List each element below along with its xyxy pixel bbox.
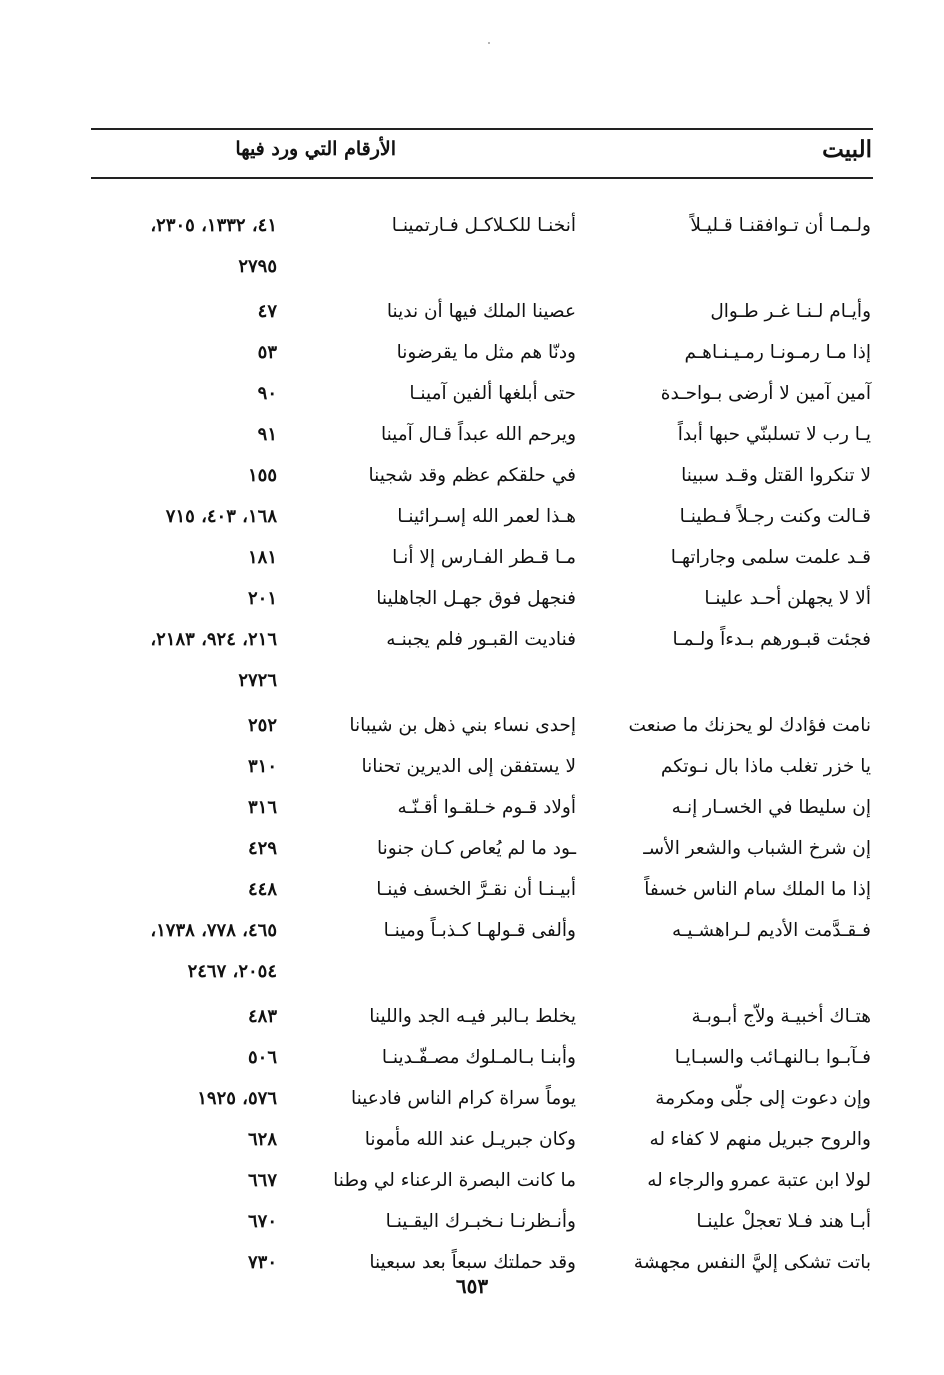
verse-second-hemistich: حتى أبلغها ألفين آمينـا xyxy=(409,383,576,404)
verse-first-hemistich: إن شرخ الشباب والشعر الأسـ xyxy=(643,838,871,859)
page-number: ٦٥٣ xyxy=(455,1274,489,1298)
reference-numbers: ٦٢٨ xyxy=(247,1129,277,1150)
reference-numbers: ٢٥٢ xyxy=(247,715,277,736)
verse-first-hemistich: إن سليطا في الخسـار إنـه xyxy=(671,797,871,818)
table-row xyxy=(0,499,944,540)
verse-first-hemistich: نامت فؤادك لو يحزنك ما صنعت xyxy=(628,715,871,736)
table-row xyxy=(0,790,944,831)
verse-first-hemistich: قـد علمت سلمى وجاراتهـا xyxy=(670,547,871,568)
reference-numbers: ٥٧٦، ١٩٢٥ xyxy=(197,1088,277,1109)
reference-numbers: ٤٤٨ xyxy=(247,879,277,900)
reference-numbers: ٤١، ١٣٣٢، ٢٣٠٥، xyxy=(150,215,277,236)
table-row xyxy=(0,208,944,249)
verse-first-hemistich: آمين آمين لا أرضى بـواحـدة xyxy=(660,383,871,404)
scan-mark xyxy=(488,42,490,44)
verse-second-hemistich: هـذا لعمر الله إسـرائينـا xyxy=(397,506,576,527)
verse-second-hemistich: ودنّا هم مثل ما يقرضونا xyxy=(396,342,576,363)
verse-first-hemistich: لا تنكروا القتل وقـد سبينا xyxy=(681,465,871,486)
verse-first-hemistich: هتـاك أخبيـة ولاّج أبـوبـة xyxy=(691,1006,871,1027)
header-bottom-rule xyxy=(91,177,873,179)
table-row xyxy=(0,1122,944,1163)
reference-numbers: ٥٣ xyxy=(257,342,277,363)
reference-numbers: ٧٣٠ xyxy=(247,1252,277,1273)
verse-first-hemistich: إذا مـا رمـونـا رمـيـنـاهـم xyxy=(684,342,871,363)
verse-first-hemistich: ألا لا يجهلن أحـد علينـا xyxy=(704,588,871,609)
verse-second-hemistich: عصينا الملك فيها أن ندينا xyxy=(386,301,576,322)
verse-first-hemistich: أبـا هند فـلا تعجلْ علينـا xyxy=(696,1211,871,1232)
verse-first-hemistich: والروح جبريل منهم لا كفاء له xyxy=(649,1129,871,1150)
reference-numbers: ٤٧ xyxy=(257,301,277,322)
verse-second-hemistich: يوماً سراة كرام الناس فادعينا xyxy=(350,1088,576,1109)
verse-first-hemistich: وإن دعوت إلى جلّى ومكرمة xyxy=(655,1088,871,1109)
reference-numbers: ٢٧٢٦ xyxy=(238,670,277,691)
verse-second-hemistich: وقد حملتك سبعاً بعد سبعينا xyxy=(369,1252,576,1273)
verse-second-hemistich: أنخنـا للكـلاكـل فـارتمينـا xyxy=(391,215,576,236)
reference-numbers: ٤٢٩ xyxy=(247,838,277,859)
column-header-numbers: الأرقام التي ورد فيها xyxy=(235,138,396,160)
verse-second-hemistich: أبيـنـا أن نقـرَّ الخسف فينـا xyxy=(376,879,576,900)
verse-second-hemistich: مـا قـطر الفـارس إلا أنـا xyxy=(392,547,576,568)
verse-second-hemistich: وألفى قـولهـا كـذبـاً ومينـا xyxy=(383,920,576,941)
table-row xyxy=(0,417,944,458)
reference-numbers: ٢٠٥٤، ٢٤٦٧ xyxy=(187,961,277,982)
verse-first-hemistich: فجئت قبـورهم بـدءاً ولـمـا xyxy=(672,629,871,650)
verse-second-hemistich: وأنـظرنـا نـخبـرك اليقـينـا xyxy=(385,1211,576,1232)
verse-first-hemistich: فـآبـوا بـالنهـائب والسبـايـا xyxy=(674,1047,871,1068)
verse-first-hemistich: يا خزر تغلب ماذا بال نـوتكم xyxy=(660,756,871,777)
verse-first-hemistich: باتت تشكى إليَّ النفس مجهشة xyxy=(633,1252,871,1273)
reference-numbers: ١٥٥ xyxy=(247,465,277,486)
table-row xyxy=(0,708,944,749)
table-row xyxy=(0,1040,944,1081)
verse-first-hemistich: ولـمـا أن تـوافقنـا قـليـلاً xyxy=(690,215,871,236)
verse-second-hemistich: فناديت القبـور فلم يجبنـه xyxy=(386,629,576,650)
table-row xyxy=(0,622,944,663)
reference-numbers: ٦٦٧ xyxy=(247,1170,277,1191)
verse-second-hemistich: أولاد قـوم خـلقـوا أقـنّـه xyxy=(397,797,576,818)
reference-numbers: ١٦٨، ٤٠٣، ٧١٥ xyxy=(165,506,277,527)
reference-numbers: ٩٠ xyxy=(257,383,277,404)
table-row xyxy=(0,1204,944,1245)
table-row xyxy=(0,376,944,417)
verse-second-hemistich: لا يستفقن إلى الديرين تحنانا xyxy=(361,756,576,777)
reference-numbers: ٢١٦، ٩٢٤، ٢١٨٣، xyxy=(150,629,277,650)
reference-numbers: ٢٧٩٥ xyxy=(238,256,277,277)
verse-second-hemistich: ما كانت البصرة الرعناء لي وطنا xyxy=(333,1170,576,1191)
table-row xyxy=(0,540,944,581)
table-row xyxy=(0,831,944,872)
verse-first-hemistich: لولا ابن عتبة عمرو والرجاء له xyxy=(647,1170,871,1191)
column-header-verse: البيت xyxy=(822,136,872,163)
reference-numbers: ٣١٠ xyxy=(247,756,277,777)
table-row xyxy=(0,1081,944,1122)
verse-second-hemistich: فنجهل فوق جهـل الجاهلينا xyxy=(376,588,576,609)
reference-numbers: ٤٨٣ xyxy=(247,1006,277,1027)
reference-numbers: ٦٧٠ xyxy=(247,1211,277,1232)
reference-numbers: ٢٠١ xyxy=(247,588,277,609)
verse-second-hemistich: إحدى نساء بني ذهل بن شيبانا xyxy=(349,715,576,736)
reference-numbers: ٩١ xyxy=(257,424,277,445)
reference-numbers: ٤٦٥، ٧٧٨، ١٧٣٨، xyxy=(150,920,277,941)
table-row-continuation xyxy=(0,954,944,993)
verse-second-hemistich: في حلقكم عظم وقد شجينا xyxy=(368,465,576,486)
table-row xyxy=(0,1163,944,1204)
reference-numbers: ٥٠٦ xyxy=(247,1047,277,1068)
table-row xyxy=(0,581,944,622)
table-row xyxy=(0,749,944,790)
table-row xyxy=(0,999,944,1040)
reference-numbers: ٣١٦ xyxy=(247,797,277,818)
table-row-continuation xyxy=(0,663,944,702)
table-row-continuation xyxy=(0,249,944,288)
verse-second-hemistich: وكان جبريـل عند الله مأمونا xyxy=(364,1129,576,1150)
verse-second-hemistich: ويرحم الله عبداً قـال آمينا xyxy=(380,424,576,445)
table-row xyxy=(0,913,944,954)
verse-first-hemistich: قـالت وكنت رجـلاً فـطينـا xyxy=(679,506,871,527)
header-top-rule xyxy=(91,128,873,130)
verse-second-hemistich: ـود ما لم يُعاص كـان جنونا xyxy=(376,838,576,859)
table-row xyxy=(0,294,944,335)
verse-first-hemistich: فـقـدَّمت الأديم لـراهشـيـه xyxy=(672,920,871,941)
verse-second-hemistich: وأبنـا بـالمـلوك مصـفّـدينـا xyxy=(381,1047,576,1068)
verse-index-table xyxy=(0,208,944,1286)
table-row xyxy=(0,335,944,376)
reference-numbers: ١٨١ xyxy=(247,547,277,568)
table-row xyxy=(0,458,944,499)
verse-first-hemistich: يـا رب لا تسلبنّي حبها أبداً xyxy=(677,424,871,445)
verse-second-hemistich: يخلط بـالبر فيـه الجد واللينا xyxy=(369,1006,576,1027)
verse-first-hemistich: إذا ما الملك سام الناس خسفاً xyxy=(644,879,871,900)
table-row xyxy=(0,872,944,913)
verse-first-hemistich: وأيـام لـنـا غـر طـوال xyxy=(710,301,871,322)
